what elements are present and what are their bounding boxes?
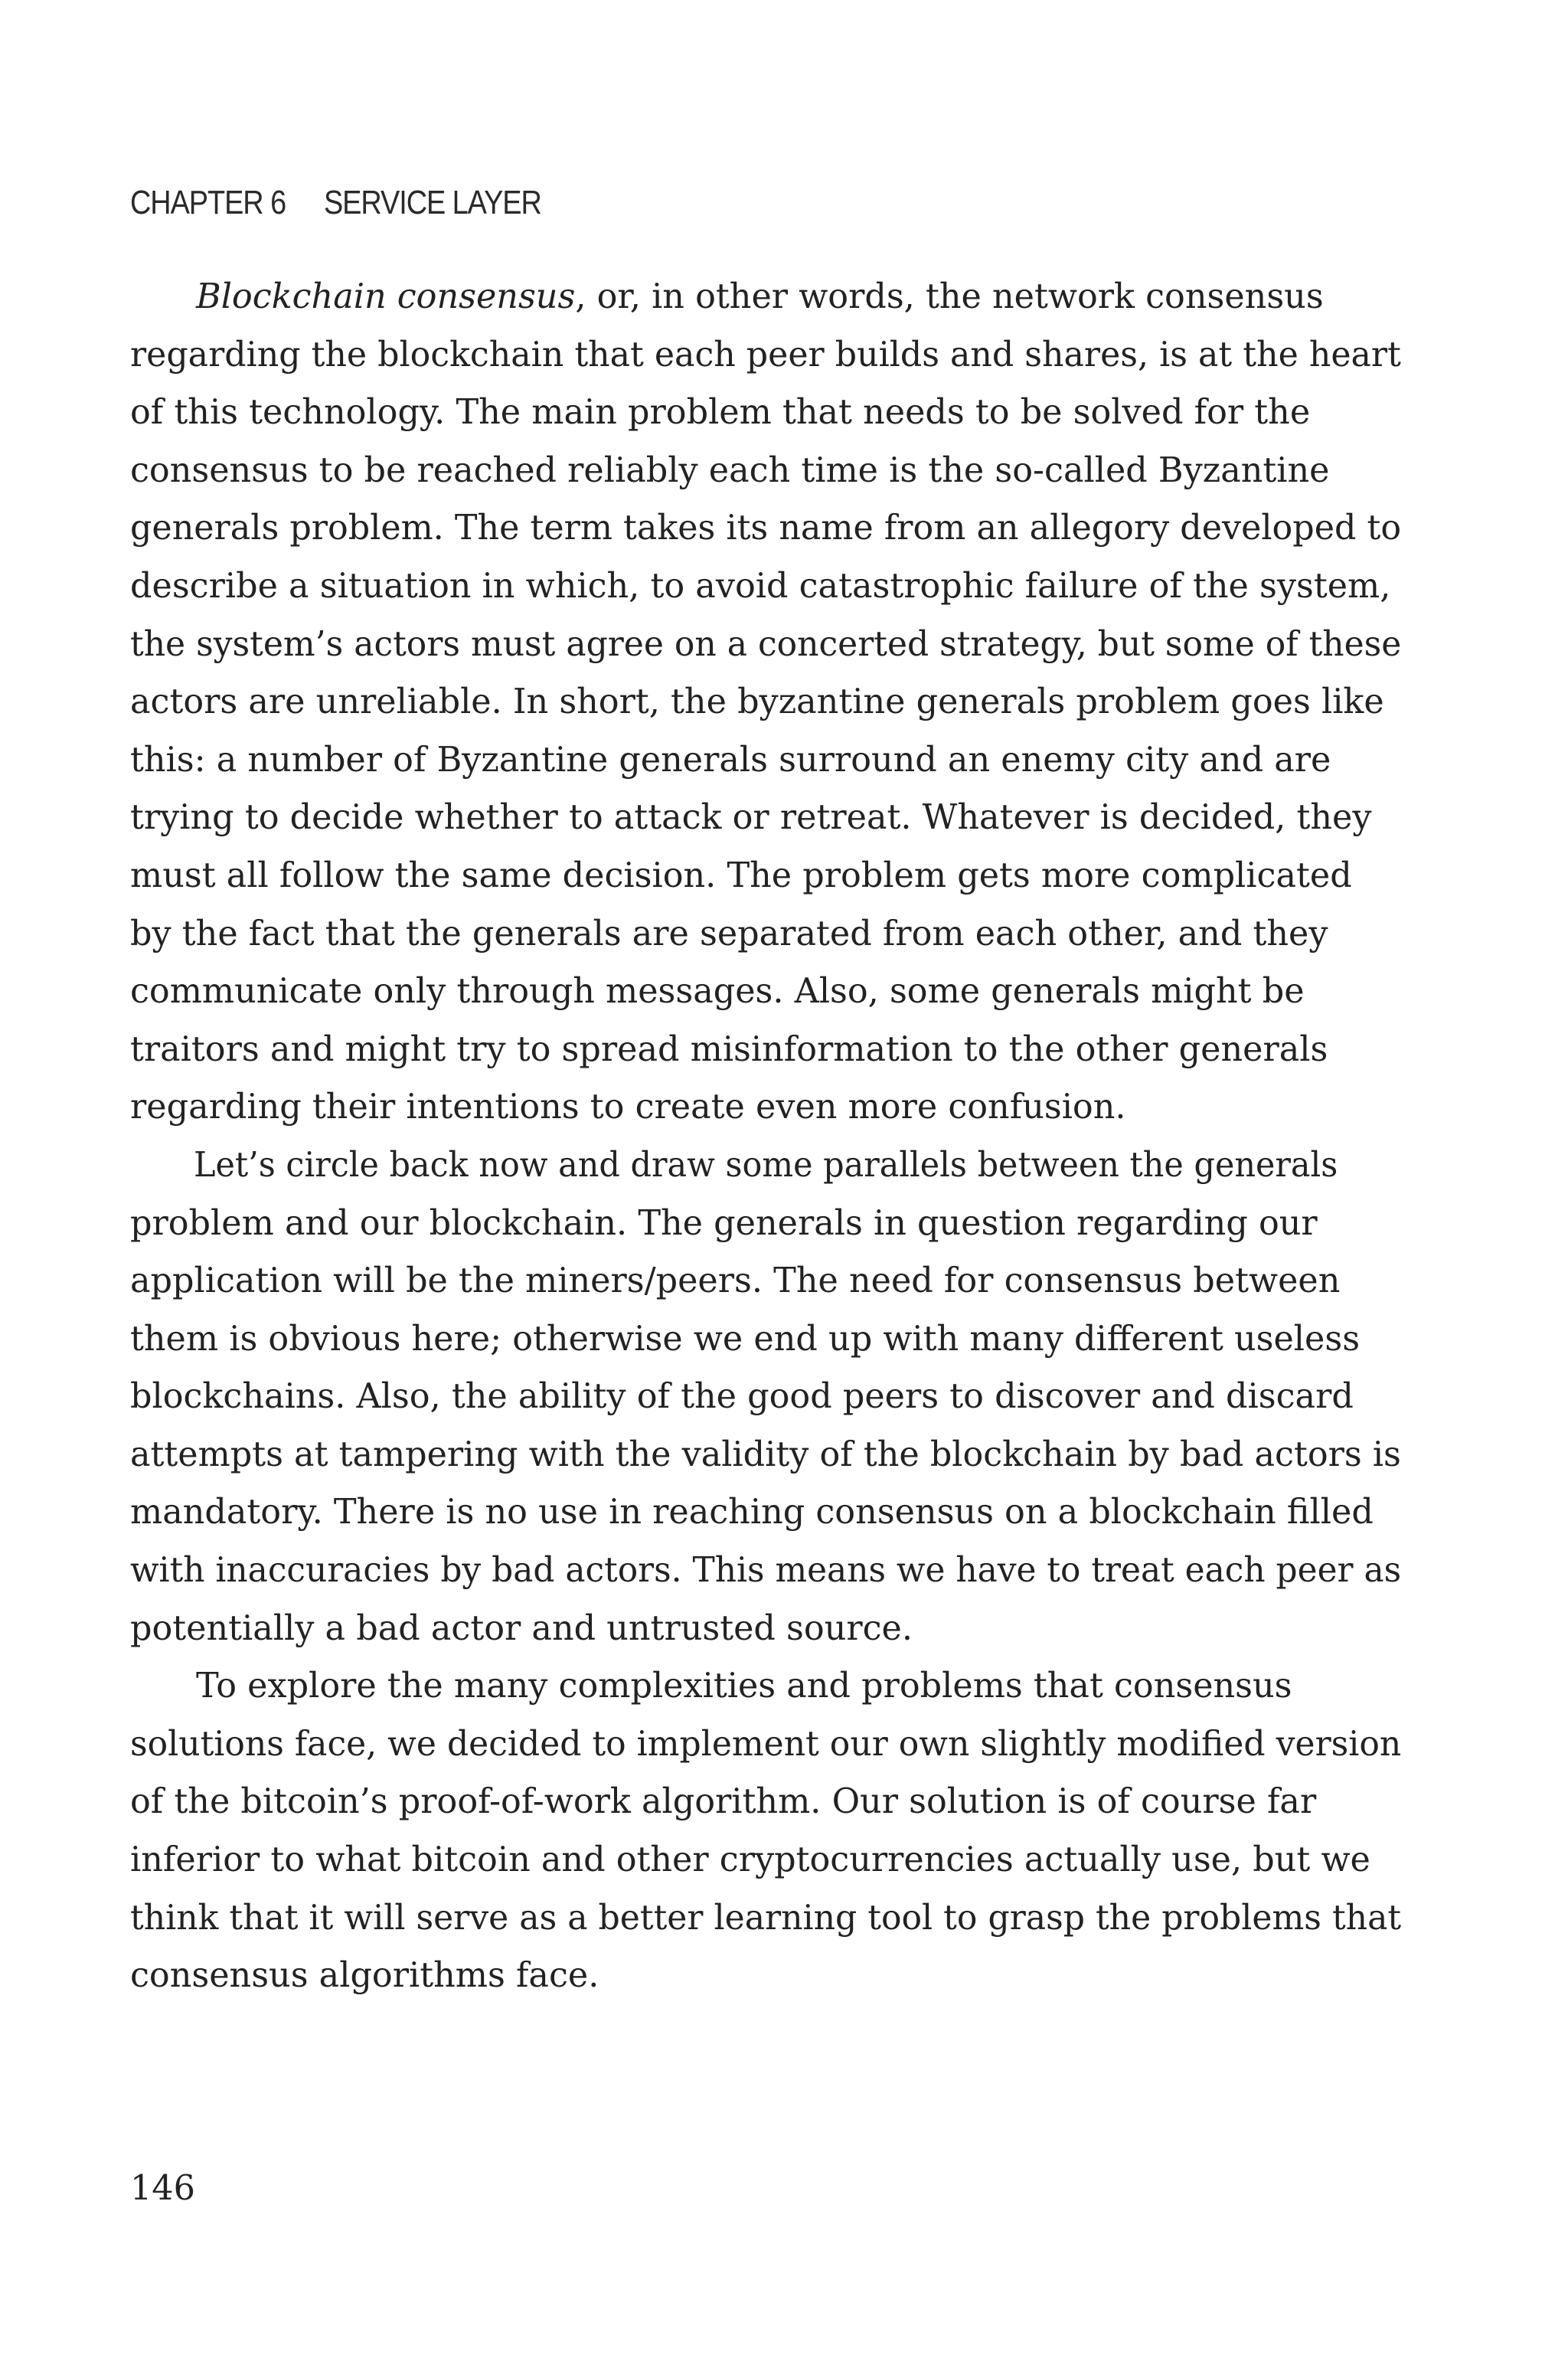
paragraph-2 bbox=[130, 1137, 1402, 1657]
text-line: describe a situation in which, to avoid catastrophic failure of the system, bbox=[130, 566, 1391, 606]
text-line: this: a number of Byzantine generals surround an enemy city and are bbox=[130, 740, 1331, 780]
text-line: trying to decide whether to attack or retreat. Whatever is decided, they bbox=[130, 798, 1372, 838]
text-line: potentially a bad actor and untrusted source. bbox=[130, 1608, 913, 1648]
emphasized-term: Blockchain consensus bbox=[196, 277, 576, 316]
text-line: Let’s circle back now and draw some parallels between the generals bbox=[193, 1145, 1338, 1185]
text-line: must all follow the same decision. The problem gets more complicated bbox=[130, 855, 1352, 895]
body-text bbox=[130, 268, 1402, 2005]
text-line: inferior to what bitcoin and other cryptocurrencies actually use, but we bbox=[130, 1840, 1370, 1880]
text-line: communicate only through messages. Also, some generals might be bbox=[130, 972, 1305, 1012]
chapter-label: CHAPTER 6 bbox=[130, 184, 286, 221]
paragraph-1 bbox=[130, 268, 1402, 1137]
text-line: by the fact that the generals are separated from each other, and they bbox=[130, 914, 1328, 953]
paragraph-3 bbox=[130, 1657, 1402, 2005]
text-line: solutions face, we decided to implement our own slightly modified version bbox=[130, 1724, 1402, 1764]
text-line: them is obvious here; otherwise we end up with many different useless bbox=[130, 1319, 1361, 1359]
text-line: To explore the many complexities and problems that consensus bbox=[196, 1667, 1292, 1706]
text-line: of the bitcoin’s proof-of-work algorithm. Our solution is of course far bbox=[130, 1782, 1317, 1822]
text-line bbox=[130, 268, 1393, 326]
text-line: generals problem. The term takes its name from an allegory developed to bbox=[130, 509, 1402, 548]
text-line: of this technology. The main problem that needs to be solved for the bbox=[130, 393, 1311, 433]
text-line: consensus algorithms face. bbox=[130, 1956, 599, 1996]
text-line: application will be the miners/peers. The need for consensus between bbox=[130, 1261, 1341, 1301]
page-number: 146 bbox=[130, 2169, 195, 2208]
text-line: consensus to be reached reliably each time is the so-called Byzantine bbox=[130, 450, 1330, 490]
text-line: regarding the blockchain that each peer builds and shares, is at the heart bbox=[130, 335, 1401, 375]
text-line-rest: , or, in other words, the network consensus bbox=[575, 277, 1324, 316]
text-line: traitors and might try to spread misinformation to the other generals bbox=[130, 1029, 1328, 1069]
text-line: problem and our blockchain. The generals in question regarding our bbox=[130, 1203, 1318, 1243]
text-line: attempts at tampering with the validity of the blockchain by bad actors is bbox=[130, 1434, 1401, 1474]
text-line: actors are unreliable. In short, the byzantine generals problem goes like bbox=[130, 682, 1384, 722]
text-line: blockchains. Also, the ability of the good peers to discover and discard bbox=[130, 1377, 1354, 1417]
text-line: regarding their intentions to create even more confusion. bbox=[130, 1088, 1126, 1127]
text-line: think that it will serve as a better learning tool to grasp the problems that bbox=[130, 1898, 1402, 1938]
section-title: SERVICE LAYER bbox=[323, 184, 541, 221]
running-header bbox=[130, 184, 541, 222]
text-line: the system’s actors must agree on a concerted strategy, but some of these bbox=[130, 624, 1402, 664]
text-line: mandatory. There is no use in reaching consensus on a blockchain filled bbox=[130, 1493, 1374, 1532]
text-line: with inaccuracies by bad actors. This means we have to treat each peer as bbox=[130, 1551, 1402, 1591]
